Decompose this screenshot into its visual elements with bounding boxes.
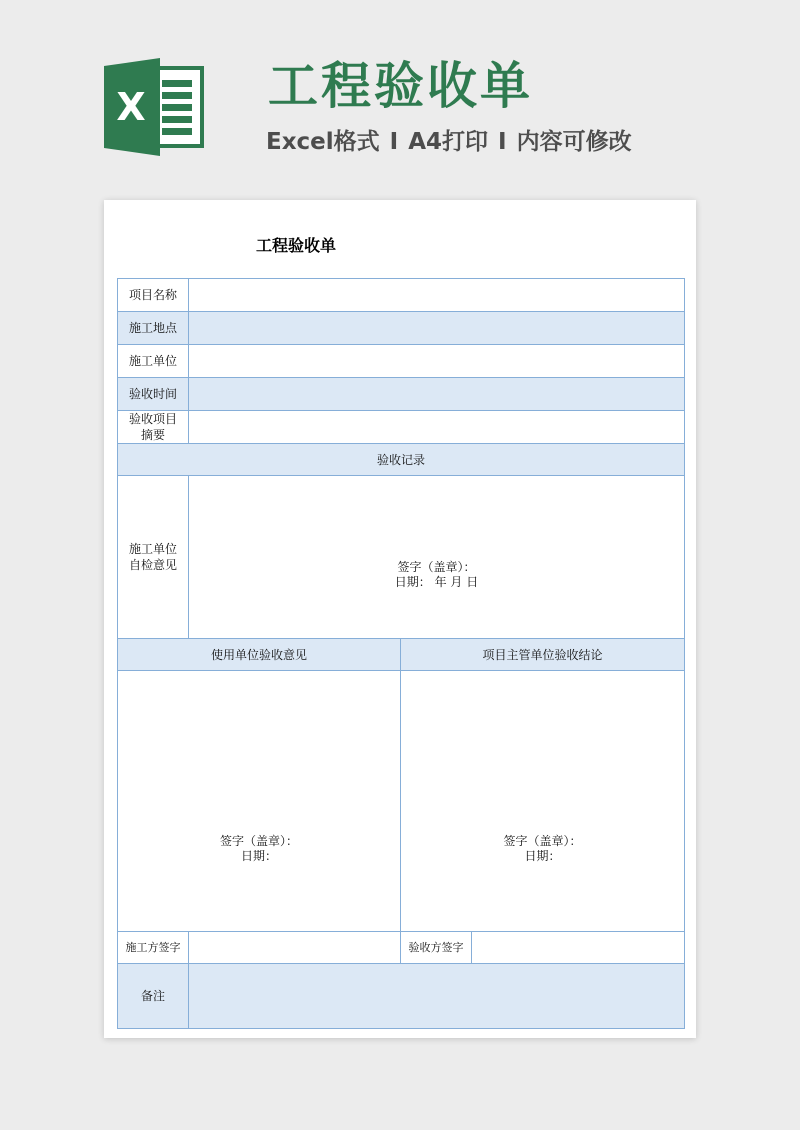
supervisor-sign-block bbox=[401, 834, 684, 864]
field-self-check-opinion[interactable] bbox=[189, 476, 685, 639]
user-opinion-sign-block bbox=[118, 834, 400, 864]
label-project-name: 项目名称 bbox=[118, 279, 189, 312]
subtitle-format: Excel格式 bbox=[266, 129, 380, 155]
field-project-summary[interactable] bbox=[189, 411, 685, 444]
record-header: 验收记录 bbox=[118, 444, 685, 476]
self-check-sign: 签字（盖章）： bbox=[397, 560, 476, 574]
subtitle-edit: 内容可修改 bbox=[516, 129, 632, 155]
supervisor-conclusion-header: 项目主管单位验收结论 bbox=[401, 639, 685, 671]
field-supervisor-conclusion[interactable] bbox=[401, 671, 685, 932]
self-check-date: 日期： 年 月 日 bbox=[394, 575, 479, 589]
field-construction-unit[interactable] bbox=[189, 345, 685, 378]
subtitle-separator: I bbox=[389, 129, 399, 155]
field-remarks[interactable] bbox=[189, 964, 685, 1029]
field-project-name[interactable] bbox=[189, 279, 685, 312]
document-title: 工程验收单 bbox=[255, 236, 336, 255]
user-opinion-date: 日期： bbox=[240, 849, 277, 863]
banner-title: 工程验收单 bbox=[268, 57, 533, 115]
user-opinion-sign: 签字（盖章）： bbox=[219, 834, 298, 848]
self-check-sign-block bbox=[189, 560, 684, 590]
user-opinion-header: 使用单位验收意见 bbox=[118, 639, 401, 671]
label-construction-unit: 施工单位 bbox=[118, 345, 189, 378]
banner-subtitle bbox=[266, 126, 632, 158]
label-project-summary: 验收项目摘要 bbox=[118, 411, 189, 444]
label-builder-signature: 施工方签字 bbox=[118, 932, 189, 964]
svg-text:X: X bbox=[116, 85, 146, 129]
field-acceptance-time[interactable] bbox=[189, 378, 685, 411]
label-self-check: 施工单位自检意见 bbox=[118, 476, 189, 639]
supervisor-date: 日期： bbox=[524, 849, 561, 863]
excel-icon bbox=[104, 58, 204, 156]
subtitle-separator: I bbox=[498, 129, 507, 155]
acceptance-form bbox=[117, 278, 685, 1029]
label-remarks: 备注 bbox=[118, 964, 189, 1029]
field-construction-site[interactable] bbox=[189, 312, 685, 345]
field-acceptor-signature[interactable] bbox=[472, 932, 685, 964]
field-user-opinion[interactable] bbox=[118, 671, 401, 932]
supervisor-sign: 签字（盖章）： bbox=[503, 834, 582, 848]
label-acceptance-time: 验收时间 bbox=[118, 378, 189, 411]
field-builder-signature[interactable] bbox=[189, 932, 401, 964]
label-acceptor-signature: 验收方签字 bbox=[401, 932, 472, 964]
label-construction-site: 施工地点 bbox=[118, 312, 189, 345]
subtitle-print: A4打印 bbox=[408, 129, 489, 155]
